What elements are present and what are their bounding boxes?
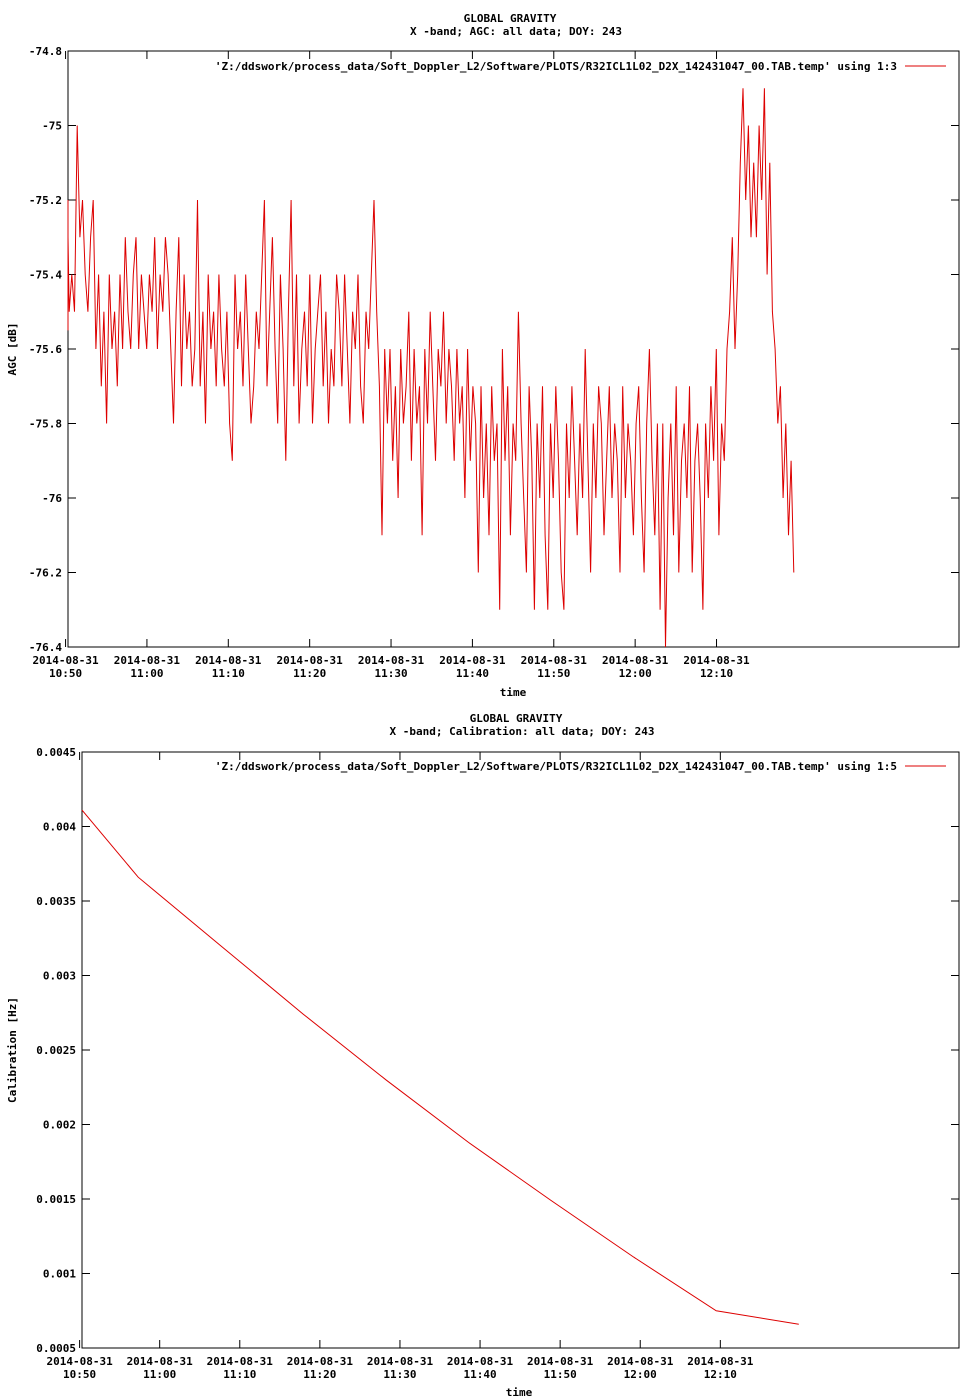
y-tick-label: 0.002 [42, 1118, 76, 1132]
x-tick-label-time: 11:40 [463, 1368, 497, 1381]
chart-title: GLOBAL GRAVITY [469, 712, 563, 725]
x-tick-label-date: 2014-08-31 [195, 654, 262, 667]
x-tick-label-time: 11:00 [143, 1368, 177, 1381]
agc-series-line [68, 88, 794, 647]
x-tick-label-time: 11:30 [374, 667, 408, 680]
calibration-chart-svg [0, 700, 980, 1400]
x-tick-label-date: 2014-08-31 [520, 654, 587, 667]
x-tick-label-date: 2014-08-31 [602, 654, 669, 667]
legend-label: 'Z:/ddswork/process_data/Soft_Doppler_L2/Software/PLOTS/R32ICL1L02_D2X_142431047_00.TAB.temp' using 1:5 [214, 760, 897, 773]
x-tick-label-date: 2014-08-31 [527, 1355, 594, 1368]
y-tick-label: 0.0005 [36, 1342, 76, 1355]
y-tick-label: -75.2 [28, 194, 62, 207]
x-tick-label-date: 2014-08-31 [46, 1355, 113, 1368]
chart-title: GLOBAL GRAVITY [463, 12, 557, 25]
y-tick-label: 0.001 [42, 1267, 76, 1281]
y-tick-label: 0.004 [42, 820, 76, 834]
x-tick-label-time: 11:30 [383, 1368, 417, 1381]
x-tick-label-date: 2014-08-31 [126, 1355, 193, 1368]
x-axis [32, 51, 750, 680]
y-axis-label: Calibration [Hz] [6, 997, 19, 1103]
y-tick-label: -75 [42, 119, 62, 133]
x-tick-label-date: 2014-08-31 [286, 1355, 353, 1368]
x-tick-label-time: 11:50 [543, 1368, 577, 1381]
y-axis [36, 746, 959, 1355]
x-tick-label-date: 2014-08-31 [276, 654, 343, 667]
y-tick-label: -75.4 [28, 268, 62, 282]
y-tick-label: -75.6 [28, 343, 62, 356]
x-tick-label-time: 11:40 [455, 667, 489, 680]
x-tick-label-time: 11:00 [130, 667, 164, 680]
x-tick-label-date: 2014-08-31 [32, 654, 99, 667]
y-tick-label: -75.8 [28, 417, 62, 431]
x-tick-label-date: 2014-08-31 [357, 654, 425, 667]
x-tick-label-date: 2014-08-31 [439, 654, 506, 667]
y-tick-label: 0.0025 [36, 1044, 76, 1057]
x-tick-label-time: 11:20 [303, 1368, 337, 1381]
y-tick-label: -76.4 [28, 641, 62, 654]
y-tick-label: 0.0045 [36, 746, 76, 759]
x-tick-label-time: 12:00 [618, 667, 652, 680]
calibration-chart [0, 700, 980, 1400]
x-tick-label-time: 11:10 [211, 667, 245, 680]
x-tick-label-time: 10:50 [63, 1368, 97, 1381]
legend-label: 'Z:/ddswork/process_data/Soft_Doppler_L2/Software/PLOTS/R32ICL1L02_D2X_142431047_00.TAB.temp' using 1:3 [214, 60, 897, 73]
y-tick-label: 0.003 [42, 969, 76, 983]
x-tick-label-time: 11:10 [223, 1368, 257, 1381]
y-tick-label: 0.0015 [36, 1193, 76, 1206]
y-axis [29, 45, 959, 654]
x-axis [46, 752, 753, 1381]
calibration-series-line [82, 810, 799, 1324]
x-tick-label-date: 2014-08-31 [113, 654, 181, 667]
y-axis-label: AGC [dB] [6, 322, 19, 376]
x-tick-label-date: 2014-08-31 [683, 654, 750, 667]
x-tick-label-date: 2014-08-31 [206, 1355, 273, 1368]
x-tick-label-time: 11:50 [537, 667, 571, 680]
x-tick-label-time: 11:20 [293, 667, 327, 680]
x-tick-label-time: 12:00 [623, 1368, 657, 1381]
x-tick-label-time: 10:50 [48, 667, 83, 680]
y-tick-label: -76.2 [28, 566, 62, 580]
x-tick-label-time: 12:10 [703, 1368, 737, 1381]
x-tick-label-time: 12:10 [699, 667, 734, 680]
x-axis-label: time [505, 1386, 533, 1399]
x-tick-label-date: 2014-08-31 [366, 1355, 434, 1368]
chart-subtitle: X -band; Calibration: all data; DOY: 243 [389, 725, 655, 738]
plot-frame [82, 752, 959, 1348]
x-tick-label-date: 2014-08-31 [607, 1355, 674, 1368]
y-tick-label: 0.0035 [36, 895, 76, 908]
x-tick-label-date: 2014-08-31 [446, 1355, 514, 1368]
y-tick-label: -76 [42, 492, 62, 505]
y-tick-label: -74.8 [28, 45, 62, 58]
chart-subtitle: X -band; AGC: all data; DOY: 243 [410, 25, 622, 38]
x-tick-label-date: 2014-08-31 [687, 1355, 754, 1368]
x-axis-label: time [499, 686, 527, 699]
